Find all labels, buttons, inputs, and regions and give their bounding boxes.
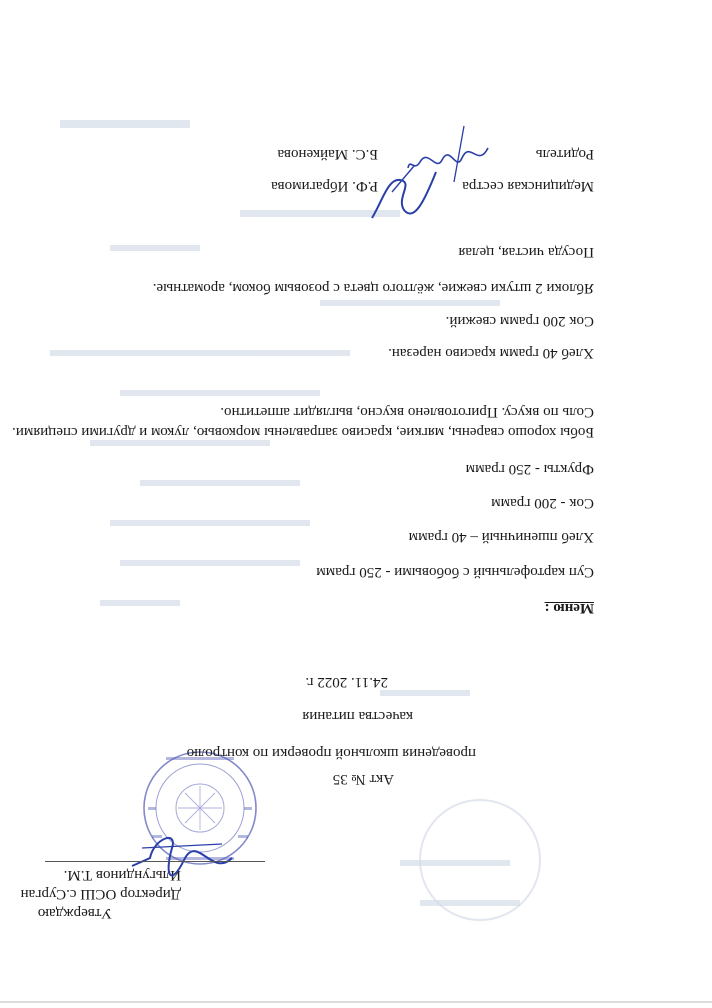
menu-item: Хлеб пшеничный – 40 грамм (408, 529, 594, 545)
parent-signature (404, 116, 494, 188)
director-signature (122, 818, 242, 888)
menu-heading: Меню : (544, 600, 594, 616)
parent-role: Родитель (535, 146, 594, 162)
act-date: 24.11. 2022 г. (305, 674, 388, 690)
note-juice: Сок 200 грамм свежий. (445, 313, 594, 329)
director-position: Директор ОСШ с.Сурган (20, 886, 181, 902)
approval-label: Утверждаю (37, 905, 112, 921)
nurse-name: Р.Ф. Ибрагимова (271, 178, 378, 194)
note-bread: Хлеб 40 грамм красиво нарезан. (388, 345, 594, 361)
note-apples: Яблоки 2 штуки свежие, жёлтого цвета с розовым боком, ароматные. (152, 280, 594, 296)
menu-item: Сок - 200 грамм (491, 495, 594, 511)
menu-item: Суп картофельный с бобовыми - 250 грамм (316, 564, 594, 580)
note-dishes: Посуда чистая, целая (458, 244, 594, 260)
director-signature-line (45, 861, 265, 862)
menu-item: Фрукты - 250 грамм (465, 461, 594, 477)
act-title: Акт № 35 (332, 771, 394, 787)
nurse-role: Медицинская сестра (462, 178, 594, 194)
note-beans: Бобы хорошо сварены, мягкие, красиво заправлены морковью, луком и другими специями. Соль по вкусу. Приготовлено вкусно, выглядит аппетитно. (12, 404, 594, 440)
director-name: Ильгундинов Т.М. (63, 867, 181, 883)
act-subtitle-line2: качества питания (302, 708, 413, 724)
act-subtitle-line1: проведения школьной проверки по контролю (186, 745, 476, 761)
parent-name: Б.С. Майкенова (277, 146, 378, 162)
